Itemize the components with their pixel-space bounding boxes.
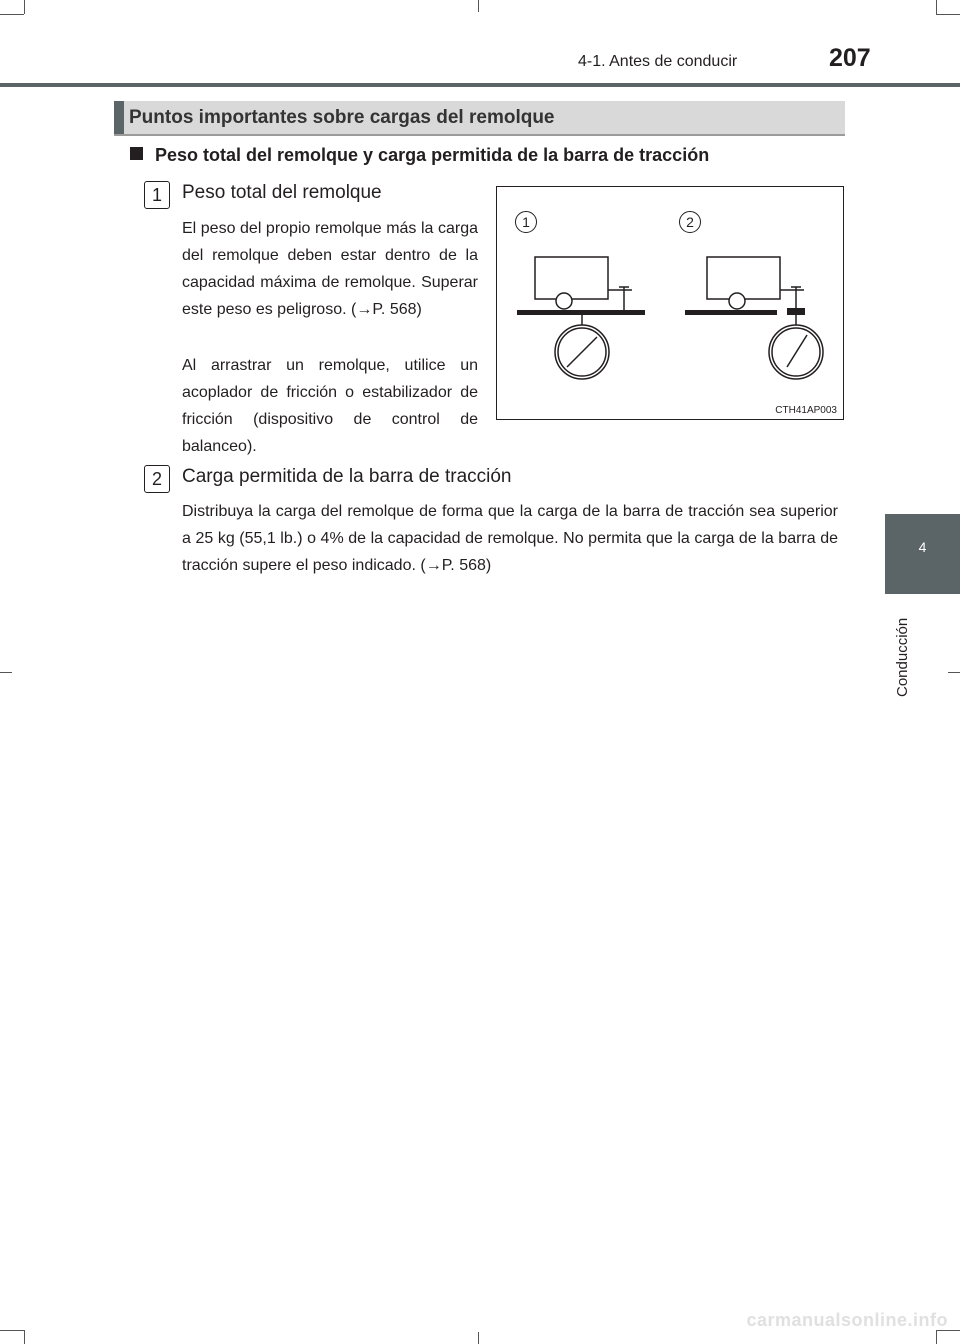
item-heading: Carga permitida de la barra de tracción xyxy=(182,466,512,487)
trailer-wheel xyxy=(556,293,572,309)
item-paragraph: Distribuya la carga del remolque de forma que la carga de la barra de tracción sea superior a 25 kg (55,1 lb.) o 4% de la capacidad de remolque. No permita que la carga de la barra de tracción supere el peso indicado. (→P. 568) xyxy=(182,503,838,574)
crop-mark xyxy=(24,1330,25,1344)
trailer-illustration-left xyxy=(517,257,645,379)
trailer-scale-diagram xyxy=(497,187,843,419)
figure-code: CTH41AP003 xyxy=(775,405,837,416)
header-section-label: 4-1. Antes de conducir xyxy=(578,53,738,70)
crop-mark xyxy=(936,14,960,15)
figure-label-1: 1 xyxy=(515,211,537,233)
ground-bar xyxy=(517,310,645,315)
trailer-box xyxy=(707,257,780,299)
item-number-badge: 2 xyxy=(144,465,170,493)
chapter-label: Conducción xyxy=(894,617,911,697)
crop-mark xyxy=(24,0,25,14)
header-rule xyxy=(0,83,960,87)
ground-bar xyxy=(685,310,777,315)
crop-mark xyxy=(936,1330,937,1344)
watermark-text: carmanualsonline.info xyxy=(746,1310,948,1330)
scale-pad xyxy=(787,308,805,315)
chapter-tab xyxy=(885,514,960,594)
crop-mark xyxy=(478,1332,479,1344)
figure-label-2: 2 xyxy=(679,211,701,233)
chapter-number: 4 xyxy=(918,539,927,555)
trailer-weight-figure xyxy=(496,186,844,420)
crop-mark xyxy=(0,1330,24,1331)
crop-mark xyxy=(0,14,24,15)
trailer-box xyxy=(535,257,608,299)
subheading xyxy=(130,145,709,166)
crop-mark xyxy=(478,0,479,12)
section-title-bar xyxy=(114,101,845,136)
trailer-wheel xyxy=(729,293,745,309)
page-number: 207 xyxy=(829,44,871,72)
trailer-illustration-right xyxy=(685,257,823,379)
square-bullet-icon xyxy=(130,147,143,160)
gauge-needle xyxy=(787,335,807,367)
item-paragraph: Al arrastrar un remolque, utilice un acoplador de fricción o estabilizador de fricción (dispositivo de control de balanceo). xyxy=(182,357,478,455)
crop-mark xyxy=(936,0,937,14)
section-title: Puntos importantes sobre cargas del remolque xyxy=(129,107,555,128)
item-paragraph: El peso del propio remolque más la carga del remolque deben estar dentro de la capacidad máxima de remolque. Superar este peso es peligroso. (→P. 568) xyxy=(182,220,478,318)
gauge-needle xyxy=(567,337,597,367)
crop-mark xyxy=(0,672,12,673)
crop-mark xyxy=(948,672,960,673)
item-heading: Peso total del remolque xyxy=(182,182,382,203)
section-title-accent xyxy=(114,101,124,134)
item-number-badge: 1 xyxy=(144,181,170,209)
subheading-text: Peso total del remolque y carga permitida de la barra de tracción xyxy=(155,145,710,165)
